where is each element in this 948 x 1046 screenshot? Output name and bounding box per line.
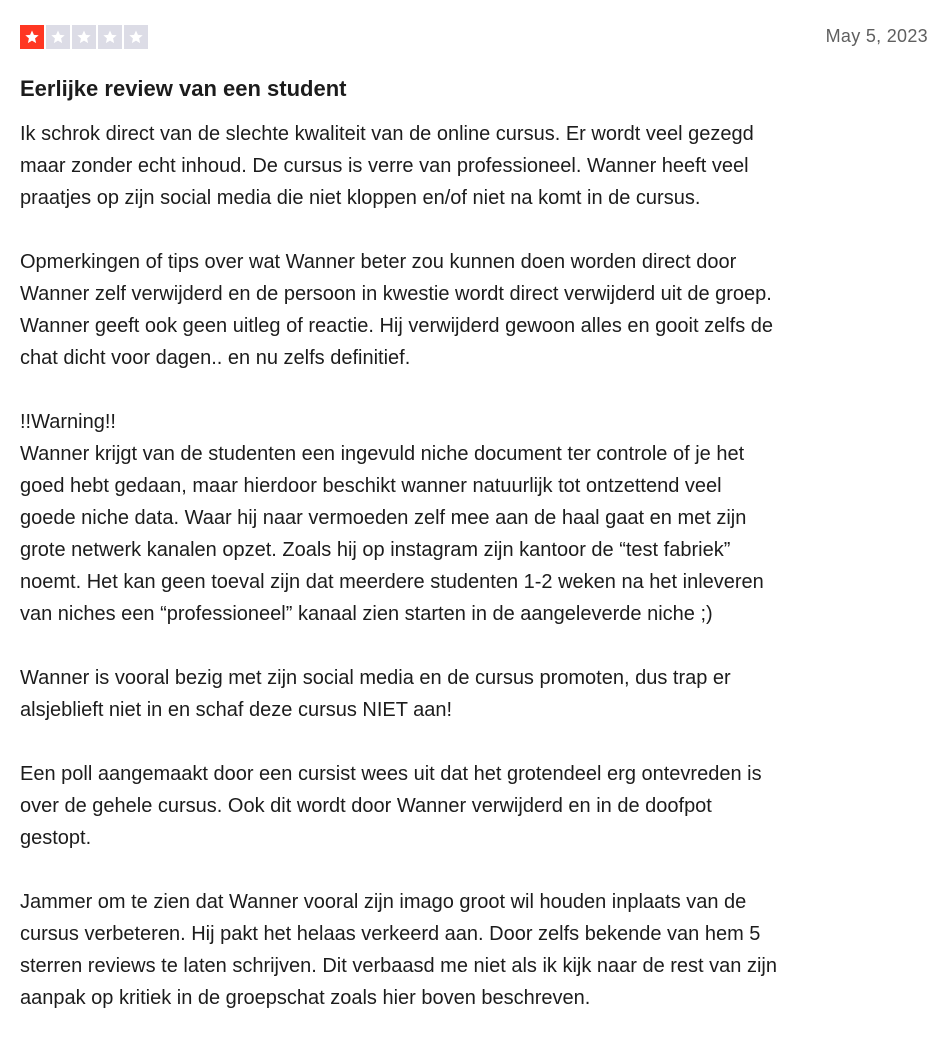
review-text-line: Jammer om te zien dat Wanner vooral zijn imago groot wil houden inplaats van de: [20, 891, 747, 913]
review-date: May 5, 2023: [825, 26, 928, 46]
review-body: [20, 118, 930, 1046]
review-paragraph: [20, 246, 930, 374]
star-empty-icon: [46, 25, 70, 49]
review-text-line: gestopt.: [20, 827, 92, 849]
star-rating: [20, 25, 148, 49]
review-paragraph: [20, 118, 930, 214]
review-text-line: Een poll aangemaakt door een cursist wees uit dat het grotendeel erg ontevreden is: [20, 763, 762, 785]
review-text-line: praatjes op zijn social media die niet kloppen en/of niet na komt in de cursus.: [20, 187, 701, 209]
review-text-line: goede niche data. Waar hij naar vermoeden zelf mee aan de haal gaat en met zijn: [20, 507, 747, 529]
review-text-line: maar zonder echt inhoud. De cursus is verre van professioneel. Wanner heeft veel: [20, 155, 749, 177]
review-text-line: alsjeblieft niet in en schaf deze cursus NIET aan!: [20, 699, 453, 721]
review-text-line: over de gehele cursus. Ook dit wordt door Wanner verwijderd en in de doofpot: [20, 795, 712, 817]
review-text-line: Opmerkingen of tips over wat Wanner beter zou kunnen doen worden direct door: [20, 251, 737, 273]
review-paragraph: [20, 406, 930, 630]
review-text-line: !!Warning!!: [20, 411, 116, 433]
review-text-line: Ik schrok direct van de slechte kwaliteit van de online cursus. Er wordt veel gezegd: [20, 123, 754, 145]
review-paragraph: [20, 662, 930, 726]
review-header: [20, 25, 928, 51]
review-text-line: goed hebt gedaan, maar hierdoor beschikt wanner natuurlijk tot ontzettend veel: [20, 475, 722, 497]
star-empty-icon: [72, 25, 96, 49]
review-text-line: chat dicht voor dagen.. en nu zelfs definitief.: [20, 347, 411, 369]
review-text-line: Wanner is vooral bezig met zijn social media en de cursus promoten, dus trap er: [20, 667, 731, 689]
review-text-line: Wanner zelf verwijderd en de persoon in kwestie wordt direct verwijderd uit de groep.: [20, 283, 772, 305]
review-paragraph: [20, 758, 930, 854]
review-text-line: sterren reviews te laten schrijven. Dit verbaasd me niet als ik kijk naar de rest van zijn: [20, 955, 777, 977]
review-text-line: van niches een “professioneel” kanaal zien starten in de aangeleverde niche ;): [20, 603, 713, 625]
review-text-line: cursus verbeteren. Hij pakt het helaas verkeerd aan. Door zelfs bekende van hem 5: [20, 923, 761, 945]
review-text-line: aanpak op kritiek in de groepschat zoals hier boven beschreven.: [20, 987, 591, 1009]
star-empty-icon: [98, 25, 122, 49]
review-text-line: Wanner krijgt van de studenten een ingevuld niche document ter controle of je het: [20, 443, 745, 465]
review-paragraph: [20, 886, 930, 1014]
review-text-line: noemt. Het kan geen toeval zijn dat meerdere studenten 1-2 weken na het inleveren: [20, 571, 764, 593]
star-filled-icon: [20, 25, 44, 49]
review-text-line: Wanner geeft ook geen uitleg of reactie. Hij verwijderd gewoon alles en gooit zelfs de: [20, 315, 774, 337]
review-title: Eerlijke review van een student: [20, 76, 347, 101]
review-text-line: grote netwerk kanalen opzet. Zoals hij op instagram zijn kantoor de “test fabriek”: [20, 539, 731, 561]
star-empty-icon: [124, 25, 148, 49]
